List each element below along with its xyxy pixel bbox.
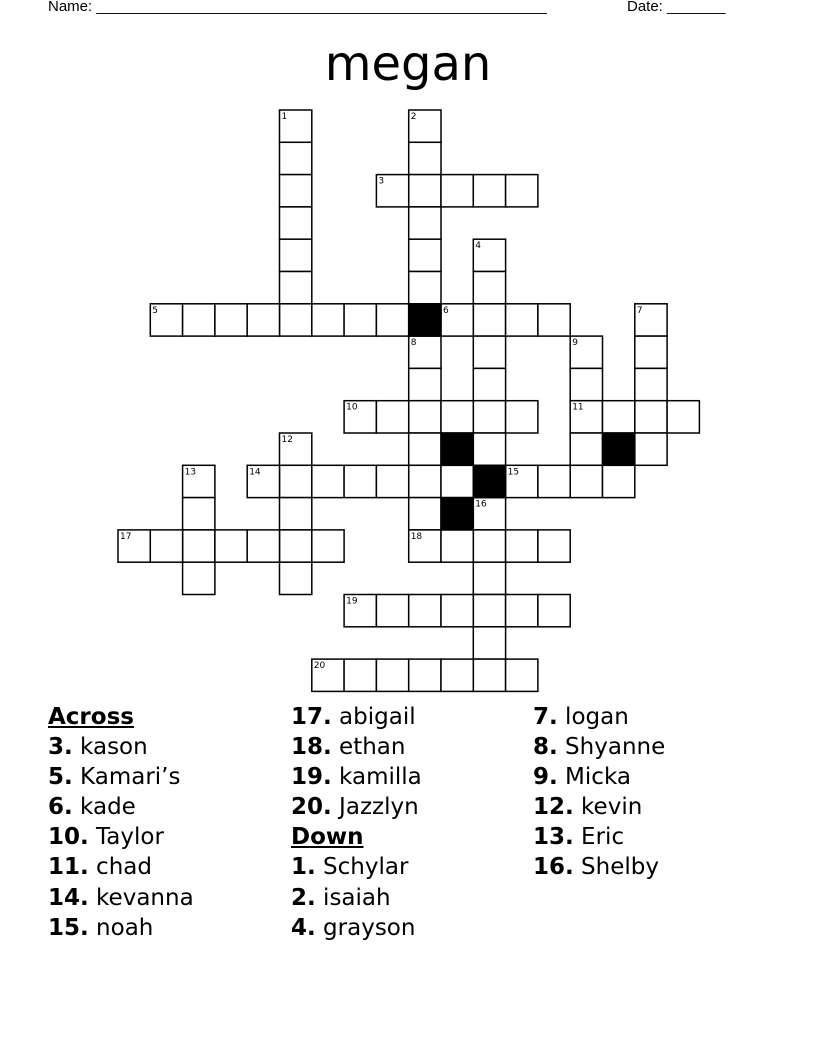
across-heading: Across (48, 704, 134, 730)
crossword-cell[interactable] (409, 175, 441, 207)
crossword-cell[interactable] (473, 562, 505, 594)
clue-number: 13. (533, 824, 574, 851)
crossword-cell[interactable] (635, 368, 667, 400)
clue-number: 4. (291, 914, 316, 941)
clue-item (48, 762, 194, 792)
crossword-cell[interactable] (506, 530, 538, 562)
crossword-cell[interactable] (409, 272, 441, 304)
clue-number: 15. (48, 914, 89, 941)
clue-item (291, 792, 422, 822)
cell-number: 9 (572, 338, 578, 349)
date-line: _______ (667, 0, 726, 15)
clue-column-3 (533, 702, 665, 883)
crossword-cell[interactable] (473, 659, 505, 691)
clue-number: 2. (291, 884, 316, 911)
crossword-cell[interactable] (473, 272, 505, 304)
clue-number: 3. (48, 734, 73, 761)
clue-number: 8. (533, 734, 558, 761)
crossword-cell[interactable] (280, 175, 312, 207)
clue-text: Taylor (88, 824, 164, 851)
crossword-cell[interactable] (344, 465, 376, 497)
clue-number: 9. (533, 764, 558, 791)
crossword-cell[interactable] (280, 304, 312, 336)
clue-item (291, 913, 422, 943)
clue-item (291, 762, 422, 792)
clue-item (533, 792, 665, 822)
cell-number: 5 (152, 305, 159, 316)
cell-number: 3 (378, 176, 385, 187)
crossword-cell[interactable] (441, 530, 473, 562)
cell-number: 8 (410, 338, 417, 349)
clue-number: 10. (48, 824, 89, 851)
clue-number: 7. (533, 704, 558, 730)
crossword-cell[interactable] (344, 304, 376, 336)
clue-item (533, 822, 665, 852)
clue-text: Schylar (315, 854, 409, 881)
clue-item (533, 732, 665, 762)
clue-text: Micka (557, 764, 631, 791)
cell-number: 20 (313, 661, 326, 672)
crossword-cell[interactable] (280, 239, 312, 271)
crossword-cell[interactable] (376, 465, 408, 497)
clue-column-2 (291, 702, 422, 943)
cell-number: 18 (410, 531, 423, 542)
cell-number: 7 (636, 305, 643, 316)
cell-number: 10 (346, 402, 358, 413)
clue-text: Shelby (573, 854, 659, 881)
crossword-cell[interactable] (603, 401, 635, 433)
crossword-cell[interactable] (409, 659, 441, 691)
clue-item (533, 762, 665, 792)
crossword-cell[interactable] (603, 465, 635, 497)
crossword-cell[interactable] (312, 304, 344, 336)
clue-text: Jazzlyn (331, 794, 419, 821)
crossword-cell[interactable] (635, 336, 667, 368)
crossword-cell[interactable] (473, 433, 505, 465)
clue-item (48, 792, 194, 822)
crossword-cell[interactable] (280, 498, 312, 530)
crossword-cell[interactable] (473, 336, 505, 368)
name-label: Name: (48, 0, 93, 15)
crossword-cell[interactable] (441, 465, 473, 497)
clue-number: 18. (291, 734, 332, 761)
crossword-cell[interactable] (473, 175, 505, 207)
clue-item (48, 852, 194, 882)
clue-number: 11. (48, 854, 89, 881)
cell-number: 19 (346, 596, 358, 607)
clue-number: 6. (48, 794, 73, 821)
crossword-cell[interactable] (409, 401, 441, 433)
crossword-cell[interactable] (183, 562, 215, 594)
crossword-cell[interactable] (409, 498, 441, 530)
clue-number: 12. (533, 794, 574, 821)
crossword-cell[interactable] (409, 207, 441, 239)
cell-number: 4 (475, 241, 482, 252)
clue-text: Kamari’s (72, 764, 181, 791)
cell-number: 17 (120, 531, 132, 542)
clue-item (291, 732, 422, 762)
crossword-cell[interactable] (409, 595, 441, 627)
clue-number: 14. (48, 884, 89, 911)
crossword-cell[interactable] (506, 401, 538, 433)
crossword-cell[interactable] (506, 175, 538, 207)
crossword-cell[interactable] (473, 595, 505, 627)
crossword-cell[interactable] (344, 659, 376, 691)
crossword-cell[interactable] (215, 304, 247, 336)
crossword-cell[interactable] (506, 304, 538, 336)
crossword-cell[interactable] (247, 304, 279, 336)
crossword-cell[interactable] (183, 530, 215, 562)
clue-text: kason (72, 734, 148, 761)
crossword-cell[interactable] (376, 595, 408, 627)
clue-text: Eric (573, 824, 625, 851)
crossword-cell[interactable] (635, 401, 667, 433)
crossword-cell[interactable] (409, 465, 441, 497)
crossword-cell[interactable] (409, 239, 441, 271)
crossword-cell[interactable] (473, 627, 505, 659)
black-cell (441, 433, 473, 465)
clue-text: grayson (315, 914, 416, 941)
crossword-cell[interactable] (280, 207, 312, 239)
crossword-cell[interactable] (473, 401, 505, 433)
cell-number: 14 (249, 467, 261, 478)
black-cell (603, 433, 635, 465)
cell-number: 16 (475, 499, 487, 510)
crossword-cell[interactable] (183, 304, 215, 336)
crossword-cell[interactable] (538, 530, 570, 562)
black-cell (473, 465, 505, 497)
crossword-cell[interactable] (441, 595, 473, 627)
crossword-cell[interactable] (312, 465, 344, 497)
clue-number: 5. (48, 764, 73, 791)
cell-number: 11 (572, 402, 584, 413)
black-cell (409, 304, 441, 336)
crossword-cell[interactable] (280, 142, 312, 174)
crossword-cell[interactable] (473, 304, 505, 336)
clue-item (533, 852, 665, 882)
down-heading: Down (291, 824, 364, 851)
clue-item (291, 883, 422, 913)
crossword-cell[interactable] (409, 433, 441, 465)
crossword-cell[interactable] (570, 433, 602, 465)
puzzle-title: megan (324, 36, 492, 92)
clue-text: logan (557, 704, 629, 730)
cell-number: 6 (443, 305, 449, 316)
clue-text: kade (72, 794, 136, 821)
clue-text: kevanna (88, 884, 194, 911)
crossword-cell[interactable] (409, 142, 441, 174)
clue-item (533, 702, 665, 732)
crossword-cell[interactable] (409, 368, 441, 400)
crossword-cell[interactable] (376, 401, 408, 433)
clue-text: Shyanne (557, 734, 666, 761)
clue-number: 17. (291, 704, 332, 730)
crossword-cell[interactable] (473, 530, 505, 562)
clue-text: kevin (573, 794, 643, 821)
clue-item (48, 732, 194, 762)
date-label: Date: (627, 0, 663, 15)
clue-number: 19. (291, 764, 332, 791)
clue-number: 16. (533, 854, 574, 881)
crossword-cell[interactable] (280, 465, 312, 497)
crossword-cell[interactable] (280, 562, 312, 594)
black-cell (441, 498, 473, 530)
clue-number: 20. (291, 794, 332, 821)
crossword-cell[interactable] (506, 659, 538, 691)
crossword-cell[interactable] (538, 595, 570, 627)
clue-text: chad (88, 854, 152, 881)
crossword-cell[interactable] (312, 530, 344, 562)
crossword-cell[interactable] (506, 595, 538, 627)
clue-text: abigail (331, 704, 416, 730)
crossword-cell[interactable] (538, 304, 570, 336)
name-line: ______________________________________________________ (96, 0, 547, 15)
crossword-cell[interactable] (635, 433, 667, 465)
crossword-cell[interactable] (473, 368, 505, 400)
crossword-cell[interactable] (280, 530, 312, 562)
crossword-cell[interactable] (247, 530, 279, 562)
crossword-cell[interactable] (570, 465, 602, 497)
crossword-cell[interactable] (280, 272, 312, 304)
crossword-cell[interactable] (667, 401, 699, 433)
cell-number: 15 (507, 467, 520, 478)
clue-text: kamilla (331, 764, 422, 791)
clue-text: ethan (331, 734, 406, 761)
clue-item (48, 913, 194, 943)
crossword-cell[interactable] (441, 401, 473, 433)
clue-text: noah (88, 914, 154, 941)
crossword-cell[interactable] (183, 498, 215, 530)
clue-number: 1. (291, 854, 316, 881)
crossword-cell[interactable] (441, 659, 473, 691)
crossword-cell[interactable] (150, 530, 182, 562)
crossword-cell[interactable] (376, 304, 408, 336)
clue-item (48, 822, 194, 852)
crossword-cell[interactable] (215, 530, 247, 562)
cell-number: 2 (410, 112, 417, 122)
crossword-cell[interactable] (570, 368, 602, 400)
crossword-cell[interactable] (376, 659, 408, 691)
clue-item (291, 702, 422, 732)
clue-item (48, 883, 194, 913)
clue-text: isaiah (315, 884, 391, 911)
cell-number: 13 (184, 467, 197, 478)
clue-column-1 (48, 702, 194, 943)
crossword-cell[interactable] (538, 465, 570, 497)
cell-number: 12 (281, 435, 293, 445)
cell-number: 1 (281, 112, 288, 122)
crossword-cell[interactable] (441, 175, 473, 207)
clue-item (291, 852, 422, 882)
